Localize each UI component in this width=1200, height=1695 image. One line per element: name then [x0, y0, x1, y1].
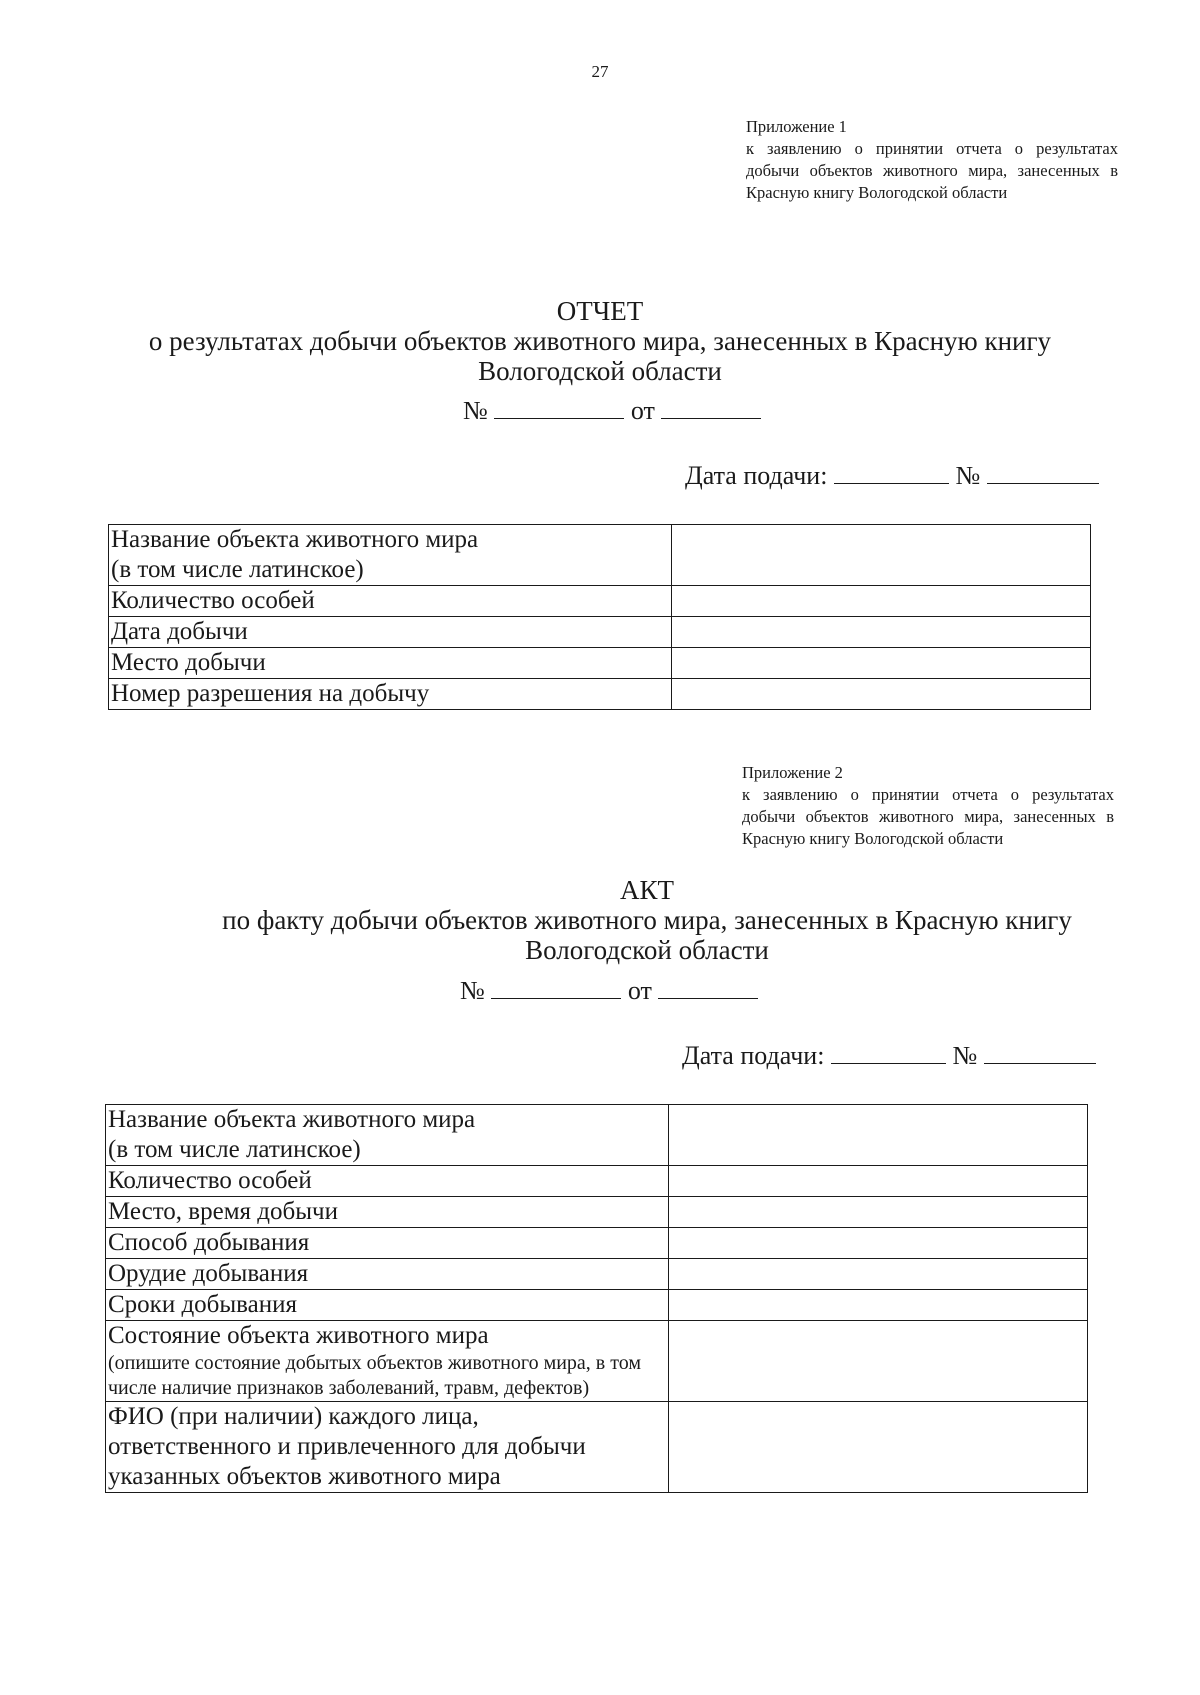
- report-subtitle-line2: Вологодской области: [478, 356, 722, 386]
- table-label-cell: [109, 617, 672, 648]
- act-number-line: [460, 976, 758, 1006]
- table-label-cell: [106, 1290, 669, 1321]
- appendix-2-note: [742, 762, 1114, 850]
- appendix-1-body: к заявлению о принятии отчета о результатах добычи объектов животного мира, занесенных в Красную книгу Вологодской области: [746, 139, 1118, 202]
- table-value-cell[interactable]: [672, 617, 1091, 648]
- table-label-cell: [109, 648, 672, 679]
- row-label: (в том числе латинское): [108, 1136, 361, 1163]
- row-label: Орудие добывания: [108, 1260, 309, 1287]
- act-title: АКТ: [620, 875, 674, 905]
- table-value-cell[interactable]: [672, 648, 1091, 679]
- table-row: [106, 1105, 1088, 1166]
- report-title-block: [0, 296, 1200, 386]
- act-table: [105, 1104, 1088, 1493]
- table-value-cell[interactable]: [672, 679, 1091, 710]
- row-label: Количество особей: [111, 587, 315, 614]
- table-row: [109, 525, 1091, 586]
- table-row: [109, 586, 1091, 617]
- row-label: Название объекта животного мира: [108, 1106, 476, 1133]
- row-label: ФИО (при наличии) каждого лица,: [108, 1403, 479, 1430]
- act-title-block: [47, 875, 1200, 965]
- report-submission-date-label: Дата подачи:: [685, 461, 828, 490]
- act-submission-line: [682, 1041, 1096, 1071]
- table-label-cell: [106, 1228, 669, 1259]
- row-label: Сроки добывания: [108, 1291, 298, 1318]
- act-submission-number-label: №: [952, 1041, 978, 1070]
- table-value-cell[interactable]: [669, 1259, 1088, 1290]
- table-row: [106, 1290, 1088, 1321]
- report-submission-date-blank: [834, 482, 949, 484]
- table-value-cell[interactable]: [669, 1166, 1088, 1197]
- table-value-cell[interactable]: [669, 1228, 1088, 1259]
- report-date-blank: [661, 417, 761, 419]
- report-title: ОТЧЕТ: [556, 296, 644, 326]
- table-row: [106, 1402, 1088, 1493]
- table-value-cell[interactable]: [669, 1197, 1088, 1228]
- act-number-blank: [491, 997, 621, 999]
- row-label: Дата добычи: [111, 618, 248, 645]
- row-label: (в том числе латинское): [111, 556, 364, 583]
- table-label-cell: [106, 1197, 669, 1228]
- appendix-1-note: [746, 116, 1118, 204]
- appendix-2-body: к заявлению о принятии отчета о результатах добычи объектов животного мира, занесенных в Красную книгу Вологодской области: [742, 785, 1114, 848]
- act-submission-number-blank: [984, 1062, 1096, 1064]
- row-label: Название объекта животного мира: [111, 526, 479, 553]
- row-label: указанных объектов животного мира: [108, 1463, 501, 1490]
- table-row: [106, 1197, 1088, 1228]
- row-label: Место добычи: [111, 649, 266, 676]
- appendix-1-title: Приложение 1: [746, 117, 847, 136]
- table-label-cell: [106, 1321, 669, 1402]
- table-row: [109, 648, 1091, 679]
- page-number: 27: [591, 62, 609, 81]
- table-label-cell: [106, 1105, 669, 1166]
- report-submission-number-blank: [987, 482, 1099, 484]
- table-value-cell[interactable]: [669, 1402, 1088, 1493]
- act-from-label: от: [627, 976, 652, 1005]
- table-label-cell: [109, 525, 672, 586]
- table-value-cell[interactable]: [669, 1321, 1088, 1402]
- table-value-cell[interactable]: [672, 525, 1091, 586]
- act-submission-date-label: Дата подачи:: [682, 1041, 825, 1070]
- act-subtitle-line2: Вологодской области: [525, 935, 769, 965]
- report-number-blank: [494, 417, 624, 419]
- act-date-blank: [658, 997, 758, 999]
- report-number-line: [463, 396, 761, 426]
- row-note: (опишите состояние добытых объектов животного мира, в том числе наличие признаков заболеваний, травм, дефектов): [108, 1352, 641, 1399]
- table-label-cell: [109, 679, 672, 710]
- report-subtitle-line1: о результатах добычи объектов животного мира, занесенных в Красную книгу: [148, 326, 1052, 356]
- table-row: [106, 1259, 1088, 1290]
- row-label: ответственного и привлеченного для добычи: [108, 1433, 586, 1460]
- table-row: [109, 679, 1091, 710]
- report-table: [108, 524, 1091, 710]
- table-label-cell: [109, 586, 672, 617]
- row-label: Номер разрешения на добычу: [111, 680, 430, 707]
- row-label: Количество особей: [108, 1167, 312, 1194]
- report-number-label: №: [463, 396, 488, 425]
- row-label: Место, время добычи: [108, 1198, 338, 1225]
- table-value-cell[interactable]: [669, 1290, 1088, 1321]
- act-subtitle-line1: по факту добычи объектов животного мира, занесенных в Красную книгу: [222, 905, 1072, 935]
- table-value-cell[interactable]: [669, 1105, 1088, 1166]
- report-submission-line: [685, 461, 1099, 491]
- table-value-cell[interactable]: [672, 586, 1091, 617]
- report-from-label: от: [630, 396, 655, 425]
- table-row: [106, 1228, 1088, 1259]
- row-label: Состояние объекта животного мира: [108, 1322, 489, 1349]
- appendix-2-title: Приложение 2: [742, 763, 843, 782]
- row-label: Способ добывания: [108, 1229, 310, 1256]
- table-label-cell: [106, 1402, 669, 1493]
- table-row: [109, 617, 1091, 648]
- report-submission-number-label: №: [955, 461, 981, 490]
- table-label-cell: [106, 1166, 669, 1197]
- table-row: [106, 1321, 1088, 1402]
- act-submission-date-blank: [831, 1062, 946, 1064]
- table-row: [106, 1166, 1088, 1197]
- act-number-label: №: [460, 976, 485, 1005]
- table-label-cell: [106, 1259, 669, 1290]
